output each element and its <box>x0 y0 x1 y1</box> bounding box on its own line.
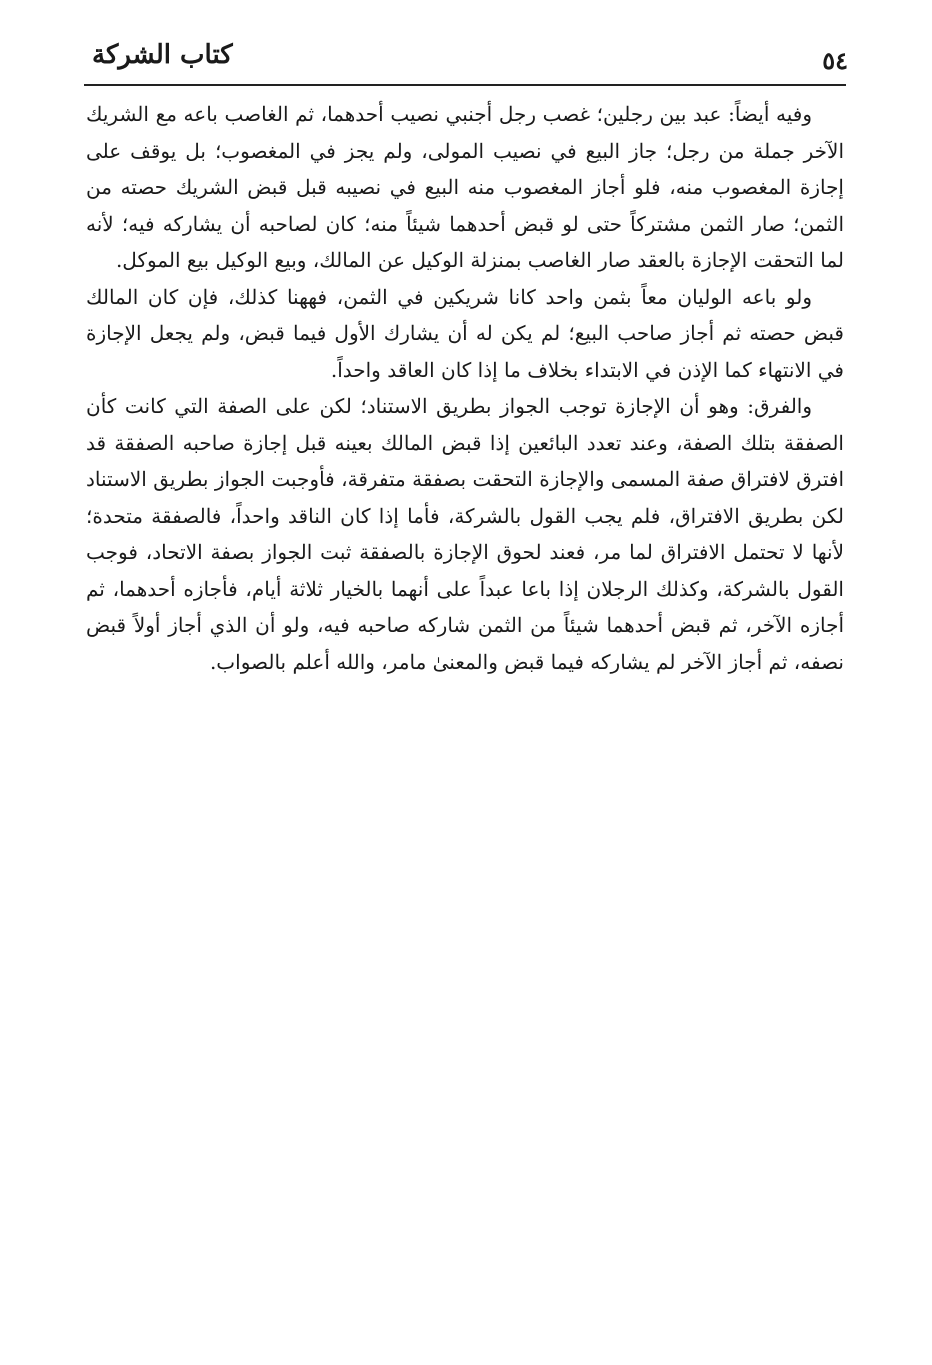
paragraph: ولو باعه الوليان معاً بثمن واحد كانا شريكين في الثمن، فههنا كذلك، فإن كان المالك قبض حصته ثم أجاز صاحب البيع؛ لم يكن له أن يشارك الأول فيما قبض، ولم يجعل الإجازة في الانتهاء كما الإذن في الابتداء بخلاف ما إذا كان العاقد واحداً. <box>86 284 844 382</box>
body-text <box>86 96 844 680</box>
page-number: ٥٤ <box>822 46 848 75</box>
running-title: كتاب الشركة <box>92 40 233 70</box>
header-divider <box>84 84 846 86</box>
paragraph: والفرق: وهو أن الإجازة توجب الجواز بطريق الاستناد؛ لكن على الصفة التي كانت كأن الصفقة بتلك الصفة، وعند تعدد البائعين إذا قبض المالك بعينه قبل إجازة صاحبه الصفقة قد افترق لافتراق صفة المسمى والإجازة التحقت بصفقة متفرقة، فأوجبت الجواز بطريق الاستناد لكن بطريق الافتراق، فلم يجب القول بالشركة، فأما إذا كان الناقد واحداً، فالصفقة متحدة؛ لأنها لا تحتمل الافتراق لما مر، فعند لحوق الإجازة بالصفقة ثبت الجواز بصفة الاتحاد، فوجب القول بالشركة، وكذلك الرجلان إذا باعا عبداً على أنهما بالخيار ثلاثة أيام، فأجازه أحدهما، ثم أجازه الآخر، ثم قبض أحدهما شيئاً من الثمن شاركه صاحبه فيه، ولو أن الذي أجاز أولاً قبض نصفه، ثم أجاز الآخر لم يشاركه فيما قبض والمعنىٰ مامر، والله أعلم بالصواب. <box>86 394 844 674</box>
paragraph: وفيه أيضاً: عبد بين رجلين؛ غصب رجل أجنبي نصيب أحدهما، ثم الغاصب باعه مع الشريك الآخر جملة من رجل؛ جاز البيع في نصيب المولى، ولم يجز في المغصوب؛ بل يوقف على إجازة المغصوب منه، فلو أجاز المغصوب منه البيع في نصيبه قبل قبض الشريك حصته من الثمن؛ صار الثمن مشتركاً حتى لو قبض أحدهما شيئاً منه؛ كان لصاحبه أن يشاركه فيه؛ لأنه لما التحقت الإجازة بالعقد صار الغاصب بمنزلة الوكيل عن المالك، وبيع الوكيل بيع الموكل. <box>86 102 845 272</box>
page-header <box>84 36 848 84</box>
